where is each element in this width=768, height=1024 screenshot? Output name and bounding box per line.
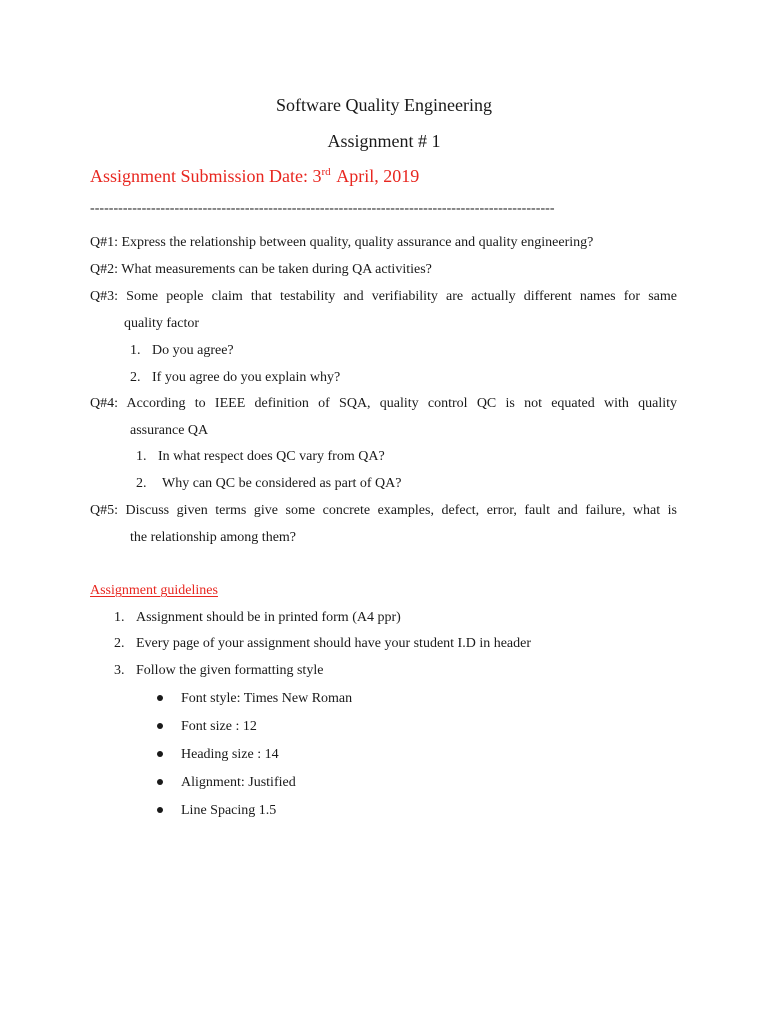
document-title: Software Quality Engineering — [276, 95, 492, 115]
question-3-line-2: quality factor — [124, 316, 200, 331]
question-2: Q#2: What measurements can be taken during QA activities? — [90, 262, 432, 277]
submission-date — [90, 165, 419, 187]
question-4-sub-2: Why can QC be considered as part of QA? — [162, 476, 402, 491]
question-4-line-2: assurance QA — [130, 423, 209, 438]
submission-date-prefix: Assignment Submission Date: 3 — [90, 166, 322, 186]
bullet-icon — [157, 779, 163, 785]
question-5-line-1: Q#5: Discuss given terms give some concrete examples, defect, error, fault and failure, what is — [90, 503, 677, 518]
dashed-divider: --------------------------------------------------------------------------------------------------- — [90, 201, 555, 216]
bullet-icon — [157, 807, 163, 813]
bullet-icon — [157, 695, 163, 701]
format-line-spacing: Line Spacing 1.5 — [181, 803, 277, 818]
question-3-sub-1: Do you agree? — [152, 343, 234, 358]
question-3-line-1: Q#3: Some people claim that testability and verifiability are actually different names for same — [90, 289, 677, 304]
question-5-line-2: the relationship among them? — [130, 530, 297, 545]
guideline-2-number: 2. — [114, 636, 125, 651]
format-heading-size: Heading size : 14 — [181, 747, 279, 762]
guideline-1: Assignment should be in printed form (A4 ppr) — [136, 610, 401, 625]
submission-date-suffix: April, 2019 — [332, 166, 420, 186]
question-3-sub-1-number: 1. — [130, 343, 141, 358]
format-alignment: Alignment: Justified — [181, 775, 296, 790]
question-3-sub-2-number: 2. — [130, 370, 141, 385]
guideline-1-number: 1. — [114, 610, 125, 625]
submission-date-ordinal: rd — [321, 166, 331, 178]
question-4-sub-1-number: 1. — [136, 449, 147, 464]
question-4-sub-1: In what respect does QC vary from QA? — [158, 449, 385, 464]
format-font-style: Font style: Times New Roman — [181, 691, 353, 706]
guideline-2: Every page of your assignment should have your student I.D in header — [136, 636, 532, 651]
guideline-3-number: 3. — [114, 663, 125, 678]
question-4-sub-2-number: 2. — [136, 476, 147, 491]
bullet-icon — [157, 751, 163, 757]
question-1: Q#1: Express the relationship between quality, quality assurance and quality engineering? — [90, 235, 594, 250]
assignment-number: Assignment # 1 — [327, 131, 441, 151]
guidelines-heading: Assignment guidelines — [90, 583, 218, 598]
format-font-size: Font size : 12 — [181, 719, 257, 734]
question-3-sub-2: If you agree do you explain why? — [152, 370, 341, 385]
guideline-3: Follow the given formatting style — [136, 663, 324, 678]
bullet-icon — [157, 723, 163, 729]
question-4-line-1: Q#4: According to IEEE definition of SQA, quality control QC is not equated with quality — [90, 396, 677, 411]
